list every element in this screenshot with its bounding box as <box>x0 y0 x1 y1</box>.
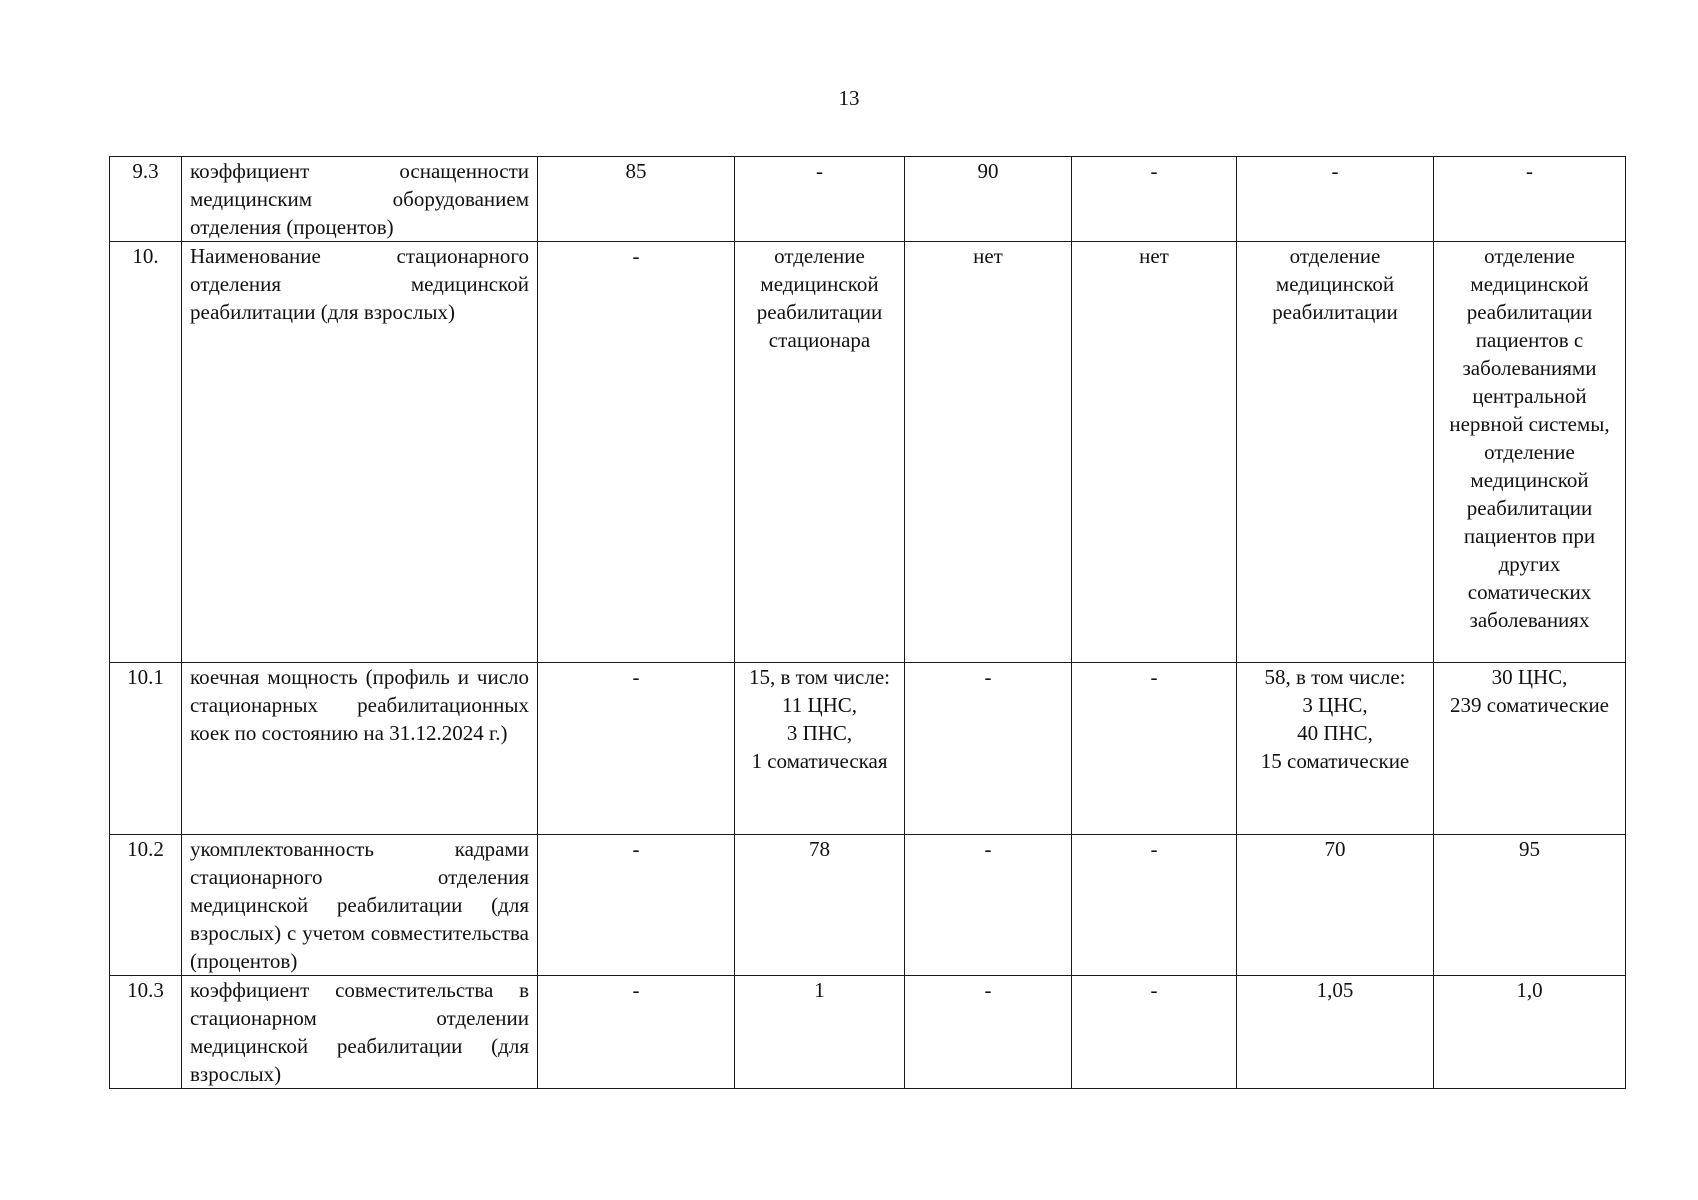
value-cell <box>1434 242 1626 663</box>
value-cell <box>905 242 1072 663</box>
value-cell <box>1237 663 1434 835</box>
cell-text: 85 <box>625 159 647 183</box>
cell-text: - <box>1150 665 1158 689</box>
cell-text: - <box>1150 978 1158 1002</box>
cell-text: 30 ЦНС, 239 соматические <box>1450 665 1609 717</box>
table-row <box>110 242 1626 663</box>
table-row <box>110 976 1626 1089</box>
cell-text: 1 <box>814 978 825 1002</box>
cell-text: - <box>632 978 640 1002</box>
page-number: 13 <box>838 86 860 110</box>
cell-text: 95 <box>1519 837 1540 861</box>
cell-text: 1,05 <box>1316 978 1354 1002</box>
value-cell <box>735 976 905 1089</box>
table-row <box>110 835 1626 976</box>
cell-text: нет <box>1139 244 1169 268</box>
cell-text: - <box>1526 159 1533 183</box>
value-cell <box>1237 835 1434 976</box>
value-cell <box>1072 976 1237 1089</box>
value-cell <box>905 663 1072 835</box>
row-number: 9.3 <box>110 157 182 242</box>
cell-text: - <box>1150 837 1158 861</box>
cell-text: 78 <box>809 837 830 861</box>
table-body <box>110 157 1626 1089</box>
value-cell <box>905 157 1072 242</box>
value-cell <box>1072 157 1237 242</box>
value-cell <box>905 976 1072 1089</box>
value-cell <box>1237 242 1434 663</box>
cell-text: отделение медицинской реабилитации стационара <box>756 244 883 352</box>
indicator-description: коэффициент оснащенности медицинским оборудованием отделения (процентов) <box>182 157 538 242</box>
indicator-description: укомплектованность кадрами стационарного отделения медицинской реабилитации (для взрослых) с учетом совместительства (процентов) <box>182 835 538 976</box>
indicator-description: коечная мощность (профиль и число стационарных реабилитационных коек по состоянию на 31.12.2024 г.) <box>182 663 538 835</box>
cell-text: - <box>1331 159 1339 183</box>
value-cell <box>1434 157 1626 242</box>
value-cell <box>1072 242 1237 663</box>
value-cell <box>538 242 735 663</box>
cell-text: 15, в том числе: 11 ЦНС, 3 ПНС, 1 соматическая <box>749 665 890 773</box>
value-cell <box>1434 976 1626 1089</box>
value-cell <box>905 835 1072 976</box>
cell-text: - <box>632 837 640 861</box>
cell-text: отделение медицинской реабилитации пациентов с заболеваниями центральной нервной системы, отделение медицинской реабилитации пациентов при других соматических заболеваниях <box>1449 244 1610 632</box>
value-cell <box>538 157 735 242</box>
row-number: 10. <box>110 242 182 663</box>
table-row <box>110 157 1626 242</box>
cell-text: 58, в том числе: 3 ЦНС, 40 ПНС, 15 соматические <box>1260 665 1410 773</box>
indicator-description: Наименование стационарного отделения медицинской реабилитации (для взрослых) <box>182 242 538 663</box>
cell-text: 90 <box>977 159 999 183</box>
value-cell <box>538 835 735 976</box>
indicator-description: коэффициент совместительства в стационарном отделении медицинской реабилитации (для взрослых) <box>182 976 538 1089</box>
cell-text: отделение медицинской реабилитации <box>1272 244 1398 324</box>
table-row <box>110 663 1626 835</box>
row-number: 10.3 <box>110 976 182 1089</box>
indicator-table <box>109 156 1626 1089</box>
value-cell <box>1237 157 1434 242</box>
cell-text: - <box>984 665 992 689</box>
cell-text: - <box>984 978 992 1002</box>
cell-text: нет <box>973 244 1003 268</box>
cell-text: - <box>1150 159 1158 183</box>
value-cell <box>735 157 905 242</box>
value-cell <box>538 976 735 1089</box>
value-cell <box>735 835 905 976</box>
value-cell <box>735 663 905 835</box>
cell-text: 1,0 <box>1516 978 1543 1002</box>
row-number: 10.1 <box>110 663 182 835</box>
value-cell <box>1237 976 1434 1089</box>
value-cell <box>1434 835 1626 976</box>
cell-text: - <box>984 837 992 861</box>
cell-text: - <box>632 665 640 689</box>
cell-text: - <box>632 244 640 268</box>
value-cell <box>1072 835 1237 976</box>
cell-text: - <box>816 159 823 183</box>
value-cell <box>1072 663 1237 835</box>
value-cell <box>1434 663 1626 835</box>
value-cell <box>538 663 735 835</box>
row-number: 10.2 <box>110 835 182 976</box>
cell-text: 70 <box>1324 837 1346 861</box>
value-cell <box>735 242 905 663</box>
